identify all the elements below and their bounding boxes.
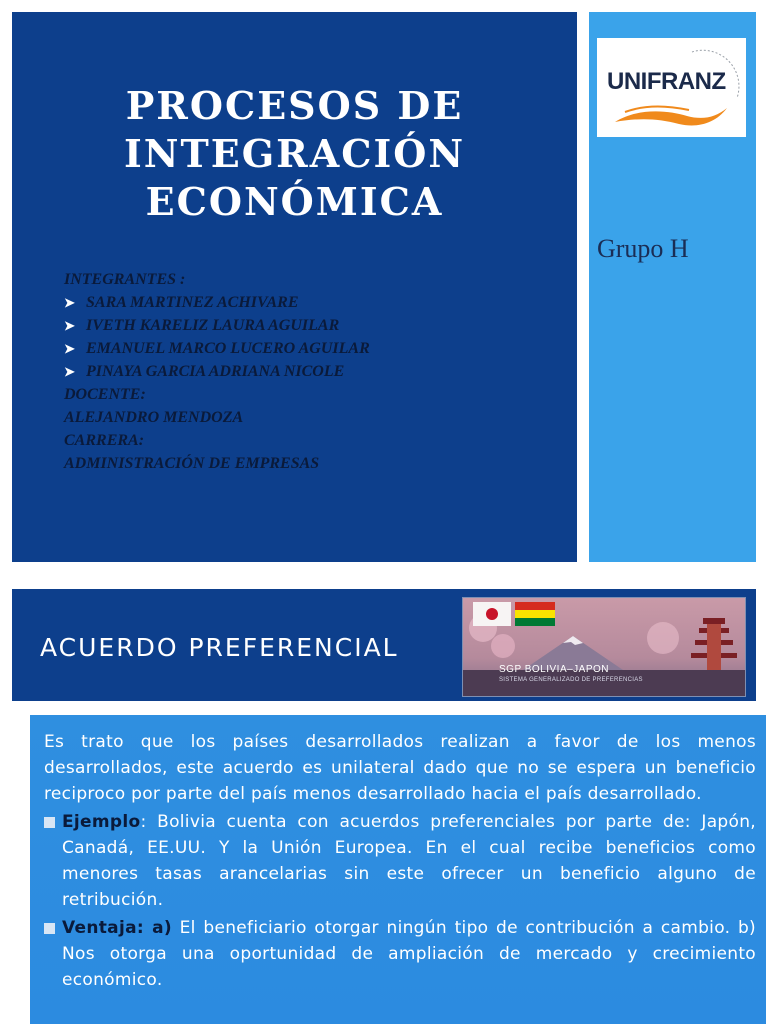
ventaja-label: Ventaja: a) bbox=[62, 918, 172, 938]
image-subcaption: SISTEMA GENERALIZADO DE PREFERENCIAS bbox=[499, 677, 643, 683]
content-text bbox=[44, 729, 756, 993]
unifranz-logo bbox=[597, 38, 746, 137]
arrow-bullet-icon: ➤ bbox=[64, 364, 75, 379]
arrow-bullet-icon: ➤ bbox=[64, 341, 75, 356]
member-name: EMANUEL MARCO LUCERO AGUILAR bbox=[86, 340, 370, 357]
presentation-title bbox=[12, 82, 577, 226]
arrow-bullet-icon: ➤ bbox=[64, 295, 75, 310]
slide-header bbox=[12, 589, 756, 701]
arrow-bullet-icon: ➤ bbox=[64, 318, 75, 333]
title-line: ECONÓMICA bbox=[145, 179, 444, 224]
carrera-name: ADMINISTRACIÓN DE EMPRESAS bbox=[64, 455, 320, 472]
group-label: Grupo H bbox=[597, 234, 689, 263]
member-item bbox=[64, 360, 544, 383]
member-item bbox=[64, 291, 544, 314]
square-bullet-icon bbox=[44, 817, 55, 828]
title-line: INTEGRACIÓN bbox=[123, 131, 466, 176]
member-item bbox=[64, 337, 544, 360]
member-item bbox=[64, 314, 544, 337]
member-name: PINAYA GARCIA ADRIANA NICOLE bbox=[86, 363, 345, 380]
ejemplo-label: Ejemplo bbox=[62, 812, 141, 832]
japan-scenery-image bbox=[462, 597, 746, 697]
credits-list bbox=[64, 268, 544, 475]
image-caption: SGP BOLIVIA–JAPON bbox=[499, 664, 610, 675]
member-name: SARA MARTINEZ ACHIVARE bbox=[86, 294, 299, 311]
slide-acuerdo bbox=[0, 574, 768, 1024]
member-name: IVETH KARELIZ LAURA AGUILAR bbox=[86, 317, 340, 334]
slide-title-text: ACUERDO PREFERENCIAL bbox=[40, 633, 399, 662]
content-panel bbox=[30, 715, 766, 1024]
ventaja-text: El beneficiario otorgar ningún tipo de contribución a cambio. b) Nos otorga una oportunidad de ampliación de mercado y crecimiento económico. bbox=[62, 918, 756, 990]
square-bullet-icon bbox=[44, 923, 55, 934]
ejemplo-text: : Bolivia cuenta con acuerdos preferenciales por parte de: Japón, Canadá, EE.UU. Y la Unión Europea. En el cual recibe beneficios como menores tasas arancelarias sin este ofrecer un beneficio alguno de retribución. bbox=[62, 812, 756, 910]
title-line: PROCESOS DE bbox=[125, 83, 464, 128]
logo-text: UNIFRANZ bbox=[607, 68, 726, 95]
integrantes-label: INTEGRANTES : bbox=[64, 271, 186, 288]
intro-paragraph: Es trato que los países desarrollados realizan a favor de los menos desarrollados, este acuerdo es unilateral dado que no se espera un beneficio reciproco por parte del país menos desarrollado hacia el país desarrollado. bbox=[44, 732, 756, 804]
side-panel bbox=[589, 12, 756, 562]
bullet-ejemplo bbox=[44, 809, 756, 913]
bullet-ventaja bbox=[44, 915, 756, 993]
carrera-label: CARRERA: bbox=[64, 432, 145, 449]
title-panel bbox=[12, 12, 577, 562]
docente-label: DOCENTE: bbox=[64, 386, 146, 403]
docente-name: ALEJANDRO MENDOZA bbox=[64, 409, 244, 426]
